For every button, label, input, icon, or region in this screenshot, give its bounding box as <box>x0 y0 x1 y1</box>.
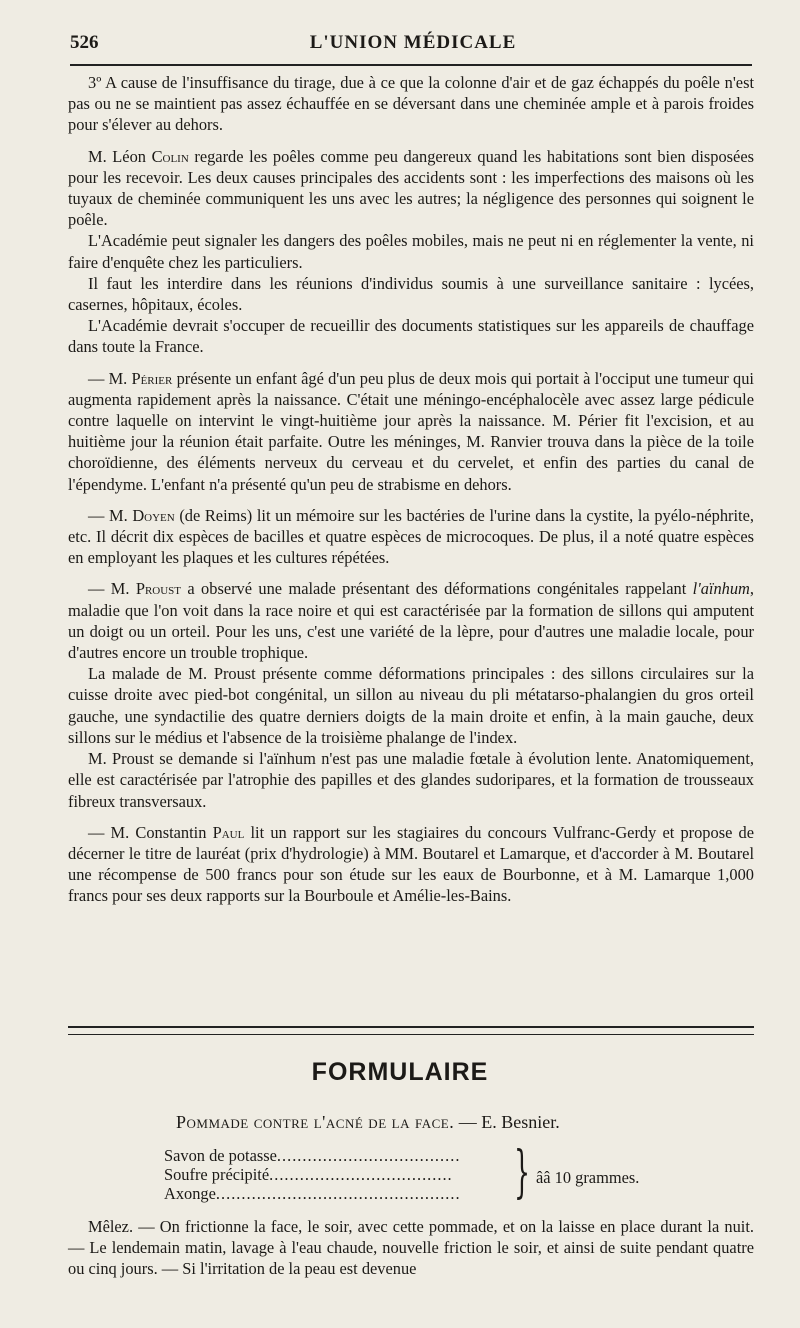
leader-dots: .................................... <box>269 1165 453 1184</box>
brace-symbol: } <box>514 1140 531 1205</box>
paragraph-text: L'Académie devrait s'occuper de recueillir des documents statistiques sur les appareils de chauffage dans toute la France. <box>68 316 754 357</box>
italic-term: l'aïnhum <box>692 579 750 599</box>
person-name: Proust <box>135 579 182 599</box>
paragraph-text: Il faut les interdire dans les réunions d'individus soumis à une surveillance sanitaire : lycées, casernes, hôpitaux, écoles. <box>68 273 754 315</box>
recipe-name: Pommade contre l'acné de la face. <box>176 1112 455 1132</box>
ingredient-name: Axonge <box>164 1184 216 1203</box>
paragraph <box>68 273 754 315</box>
person-name: Paul <box>212 822 245 842</box>
paragraph <box>68 822 754 907</box>
main-text <box>68 72 754 907</box>
ingredient-name: Savon de potasse <box>164 1146 277 1165</box>
recipe-title <box>176 1112 776 1133</box>
header-rule <box>70 64 752 66</box>
page-number: 526 <box>70 32 99 53</box>
paragraph <box>68 72 754 136</box>
paragraph-text: 3º A cause de l'insuffisance du tirage, due à ce que la colonne d'air et de gaz échappés du poêle n'est pas ou ne se maintient pas assez échauffée en se déversant dans une cheminée ample et à parois froides pour s'élever au dehors. <box>68 73 754 135</box>
paragraph <box>68 663 754 748</box>
paragraph <box>68 748 754 812</box>
leader-dots: ................................................ <box>215 1184 461 1203</box>
paragraph-text: (de Reims) lit un mémoire sur les bactéries de l'urine dans la cystite, la pyélo-néphrite, etc. Il décrit dix espèces de bacilles et quatre espèces de microcoques. De plus, il a noté quatre espèces en employant les plaques et les cultures répétées. <box>68 505 754 568</box>
recipe-author: — E. Besnier. <box>454 1112 560 1132</box>
running-head: L'UNION MÉDICALE <box>309 32 517 53</box>
paragraph <box>68 1216 754 1280</box>
paragraph-text: — M. <box>88 579 136 599</box>
section-title: FORMULAIRE <box>311 1058 489 1086</box>
paragraph <box>68 505 754 569</box>
paragraph-text: — M. Constantin <box>88 822 213 842</box>
paragraph-text: , maladie que l'on voit dans la race noire et qui est caractérisée par la formation de sillons qui amputent un doigt ou un orteil. Pour les uns, c'est une variété de la lèpre, pour d'autres une maladie locale, pour d'autres encore un trouble trophique. <box>68 579 754 663</box>
person-name: Doyen <box>132 505 175 525</box>
paragraph-text: a observé une malade présentant des déformations congénitales rappelant <box>181 579 693 599</box>
paragraph-text: L'Académie peut signaler les dangers des poêles mobiles, mais ne peut ni en réglementer la vente, ni faire d'enquête chez les particuliers. <box>68 231 754 272</box>
paragraph-text: La malade de M. Proust présente comme déformations principales : des sillons circulaires sur la cuisse droite avec pied-bot congénital, un sillon au niveau du pli métatarso-phalangien du gros orteil gauche, une syndactilie des quatre derniers doigts de la main droite et enfin, à la main gauche, deux sillons sur le médius et l'absence de la troisième phalange de l'index. <box>68 664 754 747</box>
leader-dots: .................................... <box>276 1146 461 1165</box>
recipe-instructions <box>68 1216 754 1280</box>
person-name: Colin <box>151 146 189 166</box>
ingredient-row <box>164 1165 524 1184</box>
paragraph <box>68 315 754 357</box>
person-name: Périer <box>131 368 173 388</box>
paragraph-text: — M. <box>88 368 132 388</box>
page-header <box>70 30 756 60</box>
paragraph <box>68 146 754 231</box>
ingredient-row <box>164 1146 524 1165</box>
paragraph <box>68 230 754 272</box>
paragraph <box>68 368 754 495</box>
ingredient-name: Soufre précipité <box>164 1165 270 1184</box>
ingredient-row <box>164 1184 524 1203</box>
paragraph-text: M. Proust se demande si l'aïnhum n'est pas une maladie fœtale à évolution lente. Anatomiquement, elle est caractérisée par l'atrophie des papilles et des glandes sudoripares, et la formation de trousseaux fibreux transversaux. <box>68 749 754 811</box>
paragraph-text: M. Léon <box>88 146 152 166</box>
ingredient-quantity: ââ 10 grammes. <box>536 1168 640 1187</box>
paragraph-text: Mêlez. — On frictionne la face, le soir, avec cette pommade, et on la laisse en place durant la nuit. — Le lendemain matin, lavage à l'eau chaude, nouvelle friction le soir, et ainsi de suite pendant quatre ou cinq jours. — Si l'irritation de la peau est devenue <box>68 1217 754 1279</box>
paragraph-text: présente un enfant âgé d'un peu plus de deux mois qui portait à l'occiput une tumeur qui augmenta rapidement après la naissance. C'était une méningo-encéphalocèle avec assez large pédicule contre laquelle on intervint le vingt-huitième jour après la naissance. M. Périer fit l'excision, et au huitième jour la réunion était parfaite. Outre les méninges, M. Ranvier trouva dans la pièce de la toile choroïdienne, des éléments nerveux du cerveau et du cervelet, et enfin des parties du canal de l'épendyme. L'enfant n'a présenté qu'un peu de strabisme en dehors. <box>68 368 754 494</box>
paragraph-text: regarde les poêles comme peu dangereux quand les habitations sont bien disposées pour les recevoir. Les deux causes principales des accidents sont : les imperfections des maisons où les tuyaux de cheminée communiquent les uns avec les autres; la négligence des personnes qui soignent le poêle. <box>68 146 754 230</box>
paragraph-text: — M. <box>88 505 133 525</box>
paragraph-text: lit un rapport sur les stagiaires du concours Vulfranc-Gerdy et propose de décerner le titre de lauréat (prix d'hydrologie) à MM. Boutarel et Lamarque, et d'accorder à M. Boutarel une récompense de 500 francs pour son étude sur les eaux de Bourbonne, et à M. Lamarque 1,000 francs pour ses deux rapports sur la Bourboule et Amélie-les-Bains. <box>68 822 754 906</box>
section-divider <box>68 1026 754 1035</box>
paragraph <box>68 578 754 663</box>
ingredient-list <box>164 1146 524 1203</box>
